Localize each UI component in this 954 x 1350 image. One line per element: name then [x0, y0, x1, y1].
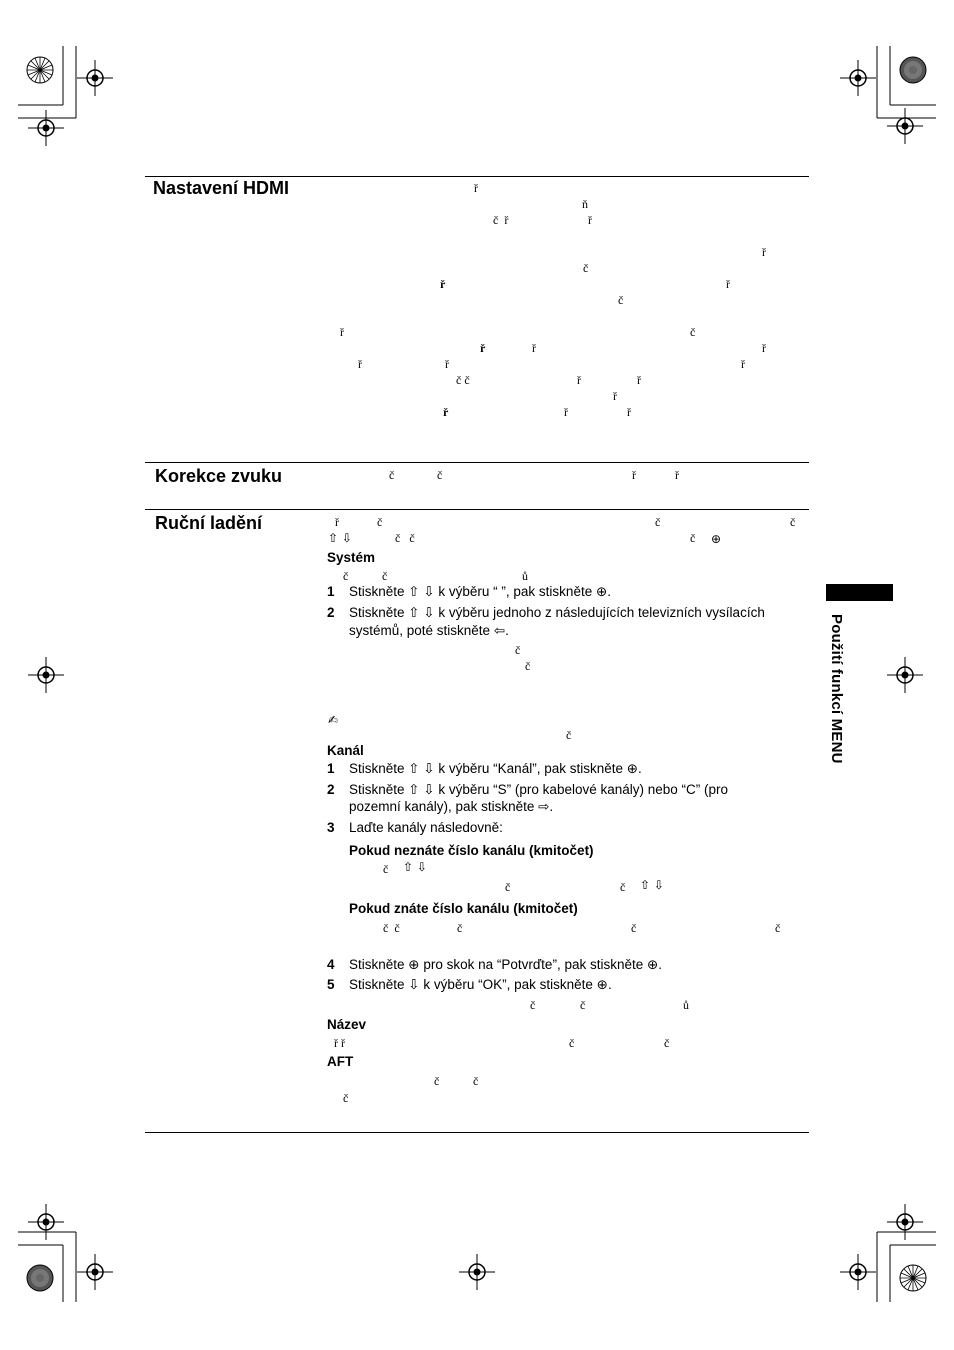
section-rule	[145, 176, 809, 177]
subheading-known-channel: Pokud znáte číslo kanálu (kmitočet)	[349, 901, 578, 916]
text-fragment: č	[473, 1074, 479, 1088]
text-fragment: ř	[480, 341, 486, 355]
text-fragment: č ř	[493, 213, 509, 227]
enter-icon: ⊕	[711, 532, 722, 546]
text-fragment: č	[457, 921, 463, 935]
step-number: 5	[327, 977, 335, 992]
step-number: 1	[327, 584, 335, 599]
text-fragment: ř	[726, 277, 730, 291]
text-fragment: ř	[762, 245, 766, 259]
text-fragment: č	[655, 515, 661, 529]
section-rule	[145, 509, 809, 510]
text-fragment: č	[569, 1036, 575, 1050]
step-number: 1	[327, 761, 335, 776]
step-number: 3	[327, 820, 335, 835]
text-fragment: ř	[637, 373, 641, 387]
system-step-2-line-2: systémů, poté stiskněte ⇦.	[349, 623, 509, 638]
text-fragment: ř	[564, 405, 568, 419]
text-fragment: ů	[683, 998, 689, 1012]
system-step-1: Stiskněte ⇧ ⇩ k výběru “ ”, pak stiskněte ⊕.	[349, 584, 612, 599]
text-fragment: ů	[522, 569, 528, 583]
text-fragment: ř	[474, 181, 478, 195]
channel-step-5: Stiskněte ⇩ k výběru “OK”, pak stiskněte ⊕.	[349, 977, 612, 992]
text-fragment: č č	[456, 373, 470, 387]
text-fragment: ř	[577, 373, 581, 387]
step-number: 4	[327, 957, 335, 972]
channel-step-2-line-1: Stiskněte ⇧ ⇩ k výběru “S” (pro kabelové kanály) nebo “C” (pro	[349, 782, 729, 797]
text-fragment: č	[618, 293, 624, 307]
section-rule	[145, 1132, 809, 1133]
step-number: 2	[327, 605, 335, 620]
text-fragment: č	[383, 862, 389, 876]
text-fragment: ř ř	[334, 1036, 345, 1050]
subheading-name: Název	[327, 1017, 367, 1032]
text-fragment: ř	[440, 277, 446, 291]
text-fragment: č	[775, 921, 781, 935]
side-tab-marker	[826, 584, 893, 601]
note-icon: ✍	[328, 713, 339, 727]
text-fragment: č	[434, 1074, 440, 1088]
text-fragment: č	[343, 1091, 349, 1105]
section-rule	[145, 462, 809, 463]
text-fragment: ř	[675, 468, 679, 482]
text-fragment: ř	[632, 468, 636, 482]
text-fragment: č č	[383, 921, 400, 935]
text-fragment: ř	[588, 213, 592, 227]
system-step-2-line-1: Stiskněte ⇧ ⇩ k výběru jednoho z následujících televizních vysílacích	[349, 605, 765, 620]
text-fragment: č	[505, 880, 511, 894]
side-section-label: Použití funkcí MENU	[828, 614, 845, 764]
text-fragment: č	[790, 515, 796, 529]
text-fragment: č	[583, 261, 589, 275]
section-title-manual-tuning: Ruční ladění	[155, 513, 263, 533]
section-title-hdmi: Nastavení HDMI	[153, 178, 290, 198]
text-fragment: č	[525, 659, 531, 673]
text-fragment: č	[515, 643, 521, 657]
text-fragment: č	[690, 531, 696, 545]
text-fragment: č	[580, 998, 586, 1012]
text-fragment: ř	[627, 405, 631, 419]
subheading-channel: Kanál	[327, 743, 364, 758]
channel-step-3: Laďte kanály následovně:	[349, 820, 503, 835]
text-fragment: ř	[335, 515, 339, 529]
text-fragment: ř	[762, 341, 766, 355]
step-number: 2	[327, 782, 335, 797]
subheading-system: Systém	[327, 550, 376, 565]
text-fragment: ř	[613, 389, 617, 403]
text-fragment: ř	[443, 405, 449, 419]
arrow-icons-fragment: ⇧ ⇩	[403, 860, 427, 874]
channel-step-1: Stiskněte ⇧ ⇩ k výběru “Kanál”, pak stiskněte ⊕.	[349, 761, 642, 776]
text-fragment: č	[631, 921, 637, 935]
text-fragment: ň	[582, 197, 588, 211]
text-fragment: č	[566, 728, 572, 742]
channel-step-4: Stiskněte ⊕ pro skok na “Potvrďte”, pak stiskněte ⊕.	[349, 957, 663, 972]
text-fragment: č č	[395, 531, 415, 545]
text-fragment: ř	[340, 325, 344, 339]
text-fragment: ř	[741, 357, 745, 371]
text-fragment: č	[437, 468, 443, 482]
text-fragment: ř	[532, 341, 536, 355]
text-fragment: č	[382, 569, 388, 583]
text-fragment: ř	[358, 357, 362, 371]
text-fragment: č	[343, 569, 349, 583]
arrow-icons-fragment: ⇧ ⇩	[328, 531, 352, 545]
text-fragment: č	[664, 1036, 670, 1050]
subheading-aft: AFT	[327, 1054, 354, 1069]
channel-step-2-line-2: pozemní kanály), pak stiskněte ⇨.	[349, 799, 554, 814]
subheading-unknown-channel: Pokud neznáte číslo kanálu (kmitočet)	[349, 843, 594, 858]
text-fragment: č	[690, 325, 696, 339]
text-fragment: ř	[445, 357, 449, 371]
text-fragment: č	[389, 468, 395, 482]
text-fragment: č	[620, 880, 626, 894]
text-fragment: č	[530, 998, 536, 1012]
arrow-icons-fragment: ⇧ ⇩	[640, 878, 664, 892]
text-fragment: č	[377, 515, 383, 529]
section-title-sound: Korekce zvuku	[155, 466, 283, 486]
